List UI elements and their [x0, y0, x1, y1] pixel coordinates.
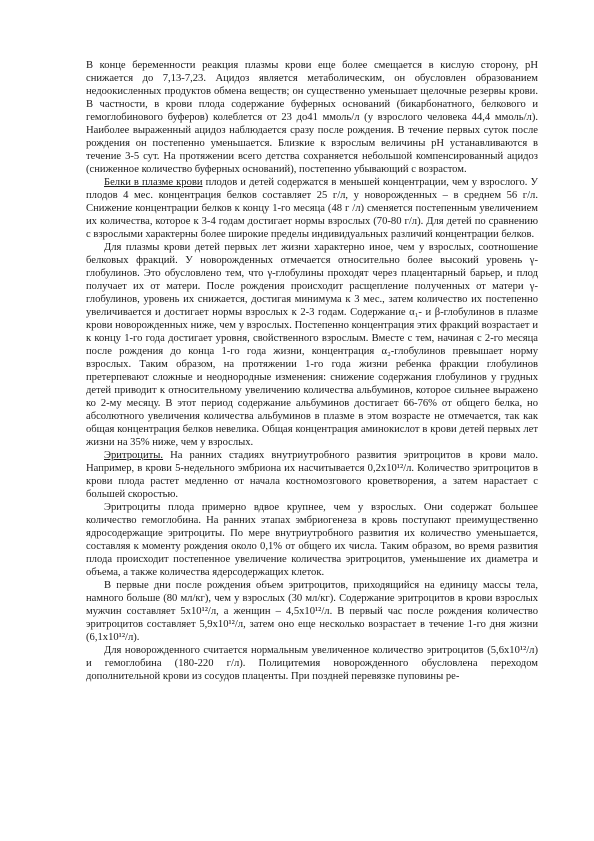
section-heading-erythrocytes: Эритроциты. — [104, 450, 164, 461]
paragraph-acidosis — [86, 59, 538, 176]
paragraph-text: На ранних стадиях внутриутробного развития эритроцитов в крови мало. Например, в крови 5-недельного эмбриона их насчитывается 0,2x10¹²/л. Количество эритроцитов в крови плода растет медленно от начала костномозгового кроветворения, а затем нарастает с большей скоростью. — [86, 450, 538, 500]
paragraph-plasma-proteins — [86, 176, 538, 241]
paragraph-text: Для новорожденного считается нормальным увеличенное количество эритроцитов (5,6x10¹²/л) и гемоглобина (180-220 г/л). Полицитемия новорожденного обусловлена переходом дополнительной крови из сосудов плаценты. При поздней перевязке пуповины ре- — [86, 645, 538, 682]
paragraph-text: Эритроциты плода примерно вдвое крупнее, чем у взрослых. Они содержат большее количество гемоглобина. На ранних этапах эмбриогенеза в кровь поступают преимущественно ядросодержащие эритроциты. По мере внутриутробного развития их количество уменьшается, составляя к моменту рождения около 0,1% от общего их числа. Таким образом, во время развития плода происходит постепенное увеличение количества эритроцитов, уменьшение их диаметра и объема, а также количества ядерсодержащих клеток. — [86, 502, 538, 578]
paragraph-protein-fractions — [86, 241, 538, 449]
paragraph-postnatal-erythrocytes — [86, 579, 538, 644]
paragraph-text: Для плазмы крови детей первых лет жизни характерно иное, чем у взрослых, соотношение белковых фракций. У новорожденных отмечается относительно более высокий уровень γ-глобулинов. Это обусловлено тем, что γ-глобулины проходят через плацентарный барьер, и плод получает их от матери. После рождения происходит расщепление полученных от матери γ-глобулинов, уровень их снижается, достигая минимума к 3 мес., затем количество их постепенно увеличивается и достигает нормы взрослых к 2-3 годам. Содержание α₁- и β-глобулинов в плазме крови новорожденных ниже, чем у взрослых. Постепенно концентрация этих фракций возрастает и к концу 1-го года достигает уровня, свойственного взрослым. Вместе с тем, начиная с 2-го месяца после рождения до конца 1-го года жизни, концентрация α₂-глобулинов превышает норму взрослых. Таким образом, на протяжении 1-го года жизни ребенка фракции глобулинов претерпевают сложные и неоднородные изменения: снижение содержания глобулинов у грудных детей приводит к относительному увеличению количества альбуминов, которое сильнее выражено ко 2-му месяцу. В этот период содержание альбуминов достигает 66-76% от общего белка, но абсолютного увеличения количества альбуминов в плазме в этом возрасте не отмечается, так как общая концентрация белков невелика. Общая концентрация аминокислот в крови детей первых лет жизни на 35% ниже, чем у взрослых. — [86, 242, 538, 448]
section-heading-proteins: Белки в плазме крови — [104, 177, 203, 188]
paragraph-text: В конце беременности реакция плазмы крови еще более смещается в кислую сторону, рН снижается до 7,13-7,23. Ацидоз является метаболическим, он обусловлен образованием недоокисленных продуктов обмена веществ; он существенно уменьшает щелочные резервы крови. В частности, в крови плода содержание буферных оснований (бикарбонатного, белкового и гемоглобинового буферов) колеблется от 23 до41 ммоль/л (у взрослого человека 44,4 ммоль/л). Наиболее выраженный ацидоз наблюдается сразу после рождения. В течение первых суток после рождения он постепенно уменьшается. Близкие к взрослым величины рН устанавливаются в течение 3-5 сут. На протяжении всего детства сохраняется небольшой компенсированный ацидоз (сниженное количество буферных оснований), постепенно убывающий с возрастом. — [86, 60, 538, 175]
paragraph-fetal-erythrocytes — [86, 501, 538, 579]
paragraph-text: В первые дни после рождения объем эритроцитов, приходящийся на единицу массы тела, намного больше (80 мл/кг), чем у взрослых (30 мл/кг). Содержание эритроцитов в крови взрослых мужчин составляет 5x10¹²/л, а женщин – 4,5x10¹²/л. В первый час после рождения количество эритроцитов составляет 5,9x10¹²/л, затем оно еще несколько возрастает в течение 1-го дня жизни (6,1x10¹²/л). — [86, 580, 538, 643]
paragraph-newborn-polycythemia — [86, 644, 538, 683]
paragraph-erythrocytes-intro — [86, 449, 538, 501]
paragraph-text: плодов и детей содержатся в меньшей концентрации, чем у взрослого. У плодов 4 мес. концентрация белков составляет 25 г/л, у новорожденных – в среднем 56 г/л. Снижение концентрации белков к концу 1-го месяца (48 г /л) сменяется постепенным увеличением их количества, которое к 3-4 годам достигает нормы взрослых (70-80 г/л). Для детей по сравнению с взрослыми характерны более широкие пределы индивидуальных различий концентрации белков. — [86, 177, 538, 240]
document-page — [86, 59, 538, 683]
